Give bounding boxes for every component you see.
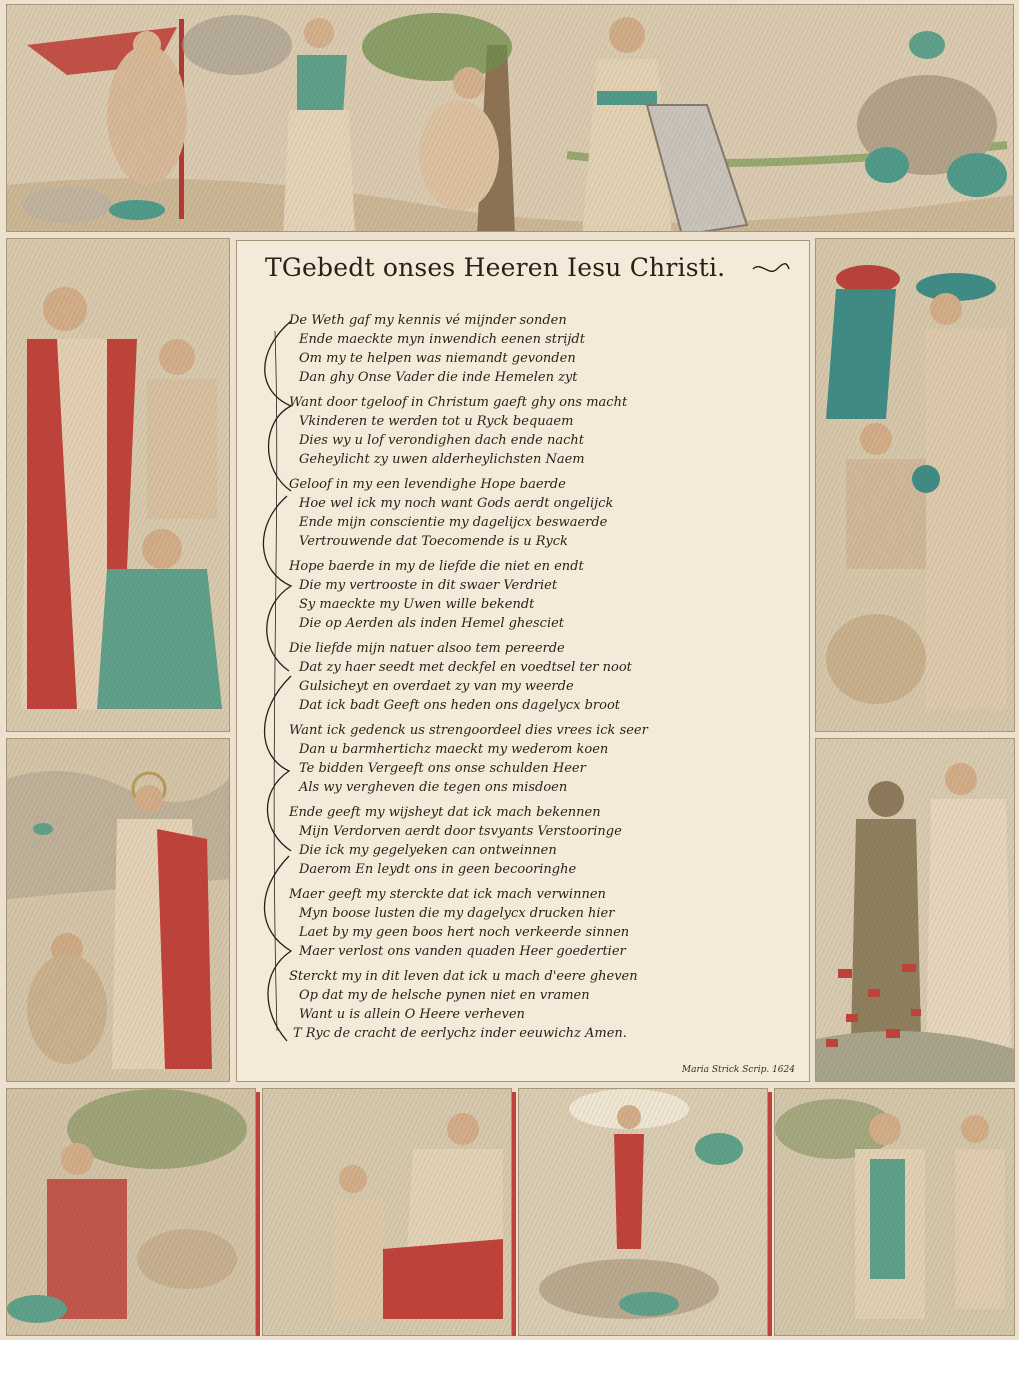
top-illustration [7, 5, 1013, 231]
prayer-text-area [236, 240, 810, 1082]
verse-line: Mijn Verdorven aerdt door tsvyants Verstooringe [299, 824, 622, 839]
stanza-9 [289, 967, 789, 1043]
bottom-illustration-3 [519, 1089, 767, 1335]
right-lower-illustration [816, 739, 1014, 1081]
stanza-3 [289, 475, 789, 551]
verse-line: Dan ghy Onse Vader die inde Hemelen zyt [299, 370, 578, 385]
verse-line: Maer geeft my sterckte dat ick mach verwinnen [289, 887, 606, 902]
left-lower-illustration-panel [6, 738, 230, 1082]
title-flourish [751, 261, 791, 277]
divider-red-3 [768, 1092, 772, 1336]
stanza-6 [289, 721, 789, 797]
verse-line: Sy maeckte my Uwen wille bekendt [299, 597, 535, 612]
stanza-5 [289, 639, 789, 715]
verse-line: Ende geeft my wijsheyt dat ick mach bekennen [289, 805, 601, 820]
bottom-illustration-panel-2 [262, 1088, 512, 1336]
prayer-title: TGebedt onses Heeren Iesu Christi. [265, 253, 726, 282]
bottom-illustration-panel-1 [6, 1088, 256, 1336]
divider-red-2 [512, 1092, 516, 1336]
bottom-illustration-panel-4 [774, 1088, 1015, 1336]
verse-line: Want u is allein O Heere verheven [299, 1007, 525, 1022]
verse-line: Hope baerde in my de liefde die niet en endt [289, 559, 584, 574]
verse-line: Dies wy u lof verondighen dach ende nacht [299, 433, 585, 448]
left-upper-illustration-panel [6, 238, 230, 732]
verse-line: Ende mijn conscientie my dagelijcx beswaerde [299, 515, 608, 530]
verse-line: Die ick my gegelyeken can ontweinnen [299, 843, 557, 858]
calligrapher-signature: Maria Strick Scrip. 1624 [681, 1065, 795, 1075]
verse-line: Ende maeckte myn inwendich eenen strijdt [299, 332, 585, 347]
left-upper-illustration [7, 239, 229, 731]
verse-line: Vertrouwende dat Toecomende is u Ryck [299, 534, 568, 549]
right-upper-illustration-panel [815, 238, 1015, 732]
right-lower-illustration-panel [815, 738, 1015, 1082]
verse-line: Die op Aerden als inden Hemel ghesciet [299, 616, 565, 631]
stanza-4 [289, 557, 789, 633]
verse-line: Dan u barmhertichz maeckt my wederom koen [299, 742, 609, 757]
left-lower-illustration [7, 739, 229, 1081]
verse-line: Vkinderen te werden tot u Ryck bequaem [299, 414, 574, 429]
verse-line: Laet by my geen boos hert noch verkeerde sinnen [299, 925, 630, 940]
stanza-8 [289, 885, 789, 961]
verse-line: Die liefde mijn natuer alsoo tem pereerde [289, 641, 565, 656]
verse-line: Hoe wel ick my noch want Gods aerdt ongelijck [299, 496, 614, 511]
divider-red-1 [256, 1092, 260, 1336]
bottom-illustration-panel-3 [518, 1088, 768, 1336]
bottom-illustration-4 [775, 1089, 1014, 1335]
verse-line: Myn boose lusten die my dagelycx drucken hier [299, 906, 615, 921]
bottom-illustration-1 [7, 1089, 255, 1335]
verse-line: Te bidden Vergeeft ons onse schulden Heer [299, 761, 586, 776]
verse-line: Als wy vergheven die tegen ons misdoen [299, 780, 568, 795]
verse-line: Op dat my de helsche pynen niet en vramen [299, 988, 590, 1003]
stanza-7 [289, 803, 789, 879]
bottom-illustration-2 [263, 1089, 511, 1335]
right-upper-illustration [816, 239, 1014, 731]
verse-line: Geloof in my een levendighe Hope baerde [289, 477, 566, 492]
verse-line: Die my vertrooste in dit swaer Verdriet [299, 578, 558, 593]
verse-line: Dat zy haer seedt met deckfel en voedtsel ter noot [299, 660, 632, 675]
stanza-2 [289, 393, 789, 469]
verse-line: De Weth gaf my kennis vé mijnder sonden [289, 313, 567, 328]
stanza-1 [289, 311, 789, 387]
verse-line: Geheylicht zy uwen alderheylichsten Naem [299, 452, 585, 467]
verse-line: Sterckt my in dit leven dat ick u mach d'eere gheven [289, 969, 638, 984]
verse-line: Dat ick badt Geeft ons heden ons dagelycx broot [299, 698, 621, 713]
verse-line: Maer verlost ons vanden quaden Heer goedertier [299, 944, 626, 959]
top-illustration-panel [6, 4, 1014, 232]
verse-line: T Ryc de cracht de eerlychz inder eeuwichz Amen. [293, 1026, 627, 1041]
verse-line: Gulsicheyt en overdaet zy van my weerde [299, 679, 574, 694]
verse-line: Want door tgeloof in Christum gaeft ghy ons macht [289, 395, 628, 410]
verse-line: Om my te helpen was niemandt gevonden [299, 351, 576, 366]
verse-line: Want ick gedenck us strengoordeel dies vrees ick seer [289, 723, 648, 738]
verse-line: Daerom En leydt ons in geen becooringhe [299, 862, 577, 877]
